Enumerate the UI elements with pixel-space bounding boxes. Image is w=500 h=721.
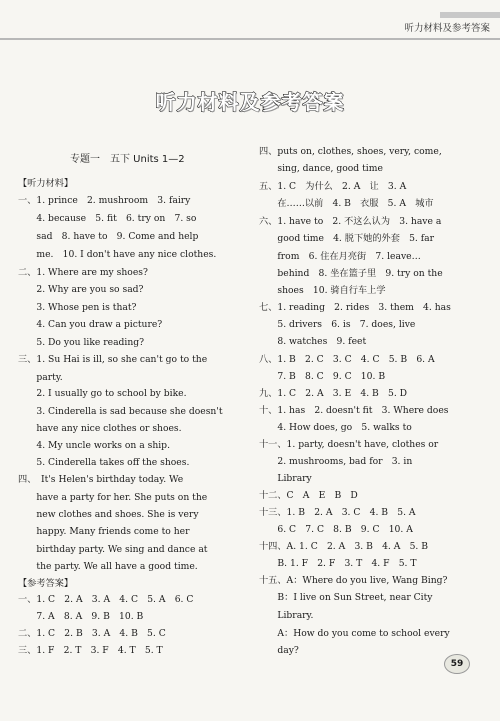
- text-line: 三、1. F 2. T 3. F 4. T 5. T: [18, 645, 163, 656]
- text-line: 5. drivers 6. is 7. does, live: [259, 319, 416, 330]
- running-header: 听力材料及参考答案: [404, 23, 490, 34]
- text-line: 七、1. reading 2. rides 3. them 4. has: [259, 302, 451, 313]
- text-line: the party. We all have a good time.: [18, 561, 198, 572]
- text-line: 4. My uncle works on a ship.: [18, 440, 170, 451]
- text-line: 六、1. have to 2. 不这么认为 3. have a: [259, 216, 442, 227]
- text-line: sing, dance, good time: [259, 163, 383, 174]
- text-line: 十三、1. B 2. A 3. C 4. B 5. A: [259, 507, 416, 518]
- text-line: A：How do you come to school every: [259, 628, 450, 639]
- text-line: 4. How does, go 5. walks to: [259, 422, 412, 433]
- text-line: good time 4. 脱下她的外套 5. far: [259, 233, 435, 244]
- text-line: Library.: [259, 610, 314, 621]
- text-line: sad 8. have to 9. Come and help: [18, 231, 199, 242]
- text-line: B：I live on Sun Street, near City: [259, 592, 433, 603]
- text-line: 7. B 8. C 9. C 10. B: [259, 371, 386, 382]
- text-line: birthday party. We sing and dance at: [18, 544, 208, 555]
- text-line: 在……以前 4. B 衣服 5. A 城市: [259, 198, 434, 209]
- text-line: 5. Do you like reading?: [18, 337, 145, 348]
- text-line: 3. Cinderella is sad because she doesn't: [18, 406, 223, 417]
- text-line: 三、1. Su Hai is ill, so she can't go to the: [18, 354, 208, 365]
- header-rule: [0, 38, 500, 40]
- text-line: 八、1. B 2. C 3. C 4. C 5. B 6. A: [259, 354, 435, 365]
- text-line: from 6. 住在月亮街 7. leave…: [259, 251, 421, 262]
- page-number: 59: [444, 654, 470, 674]
- text-line: 2. I usually go to school by bike.: [18, 388, 187, 399]
- text-line: 十、1. has 2. doesn't fit 3. Where does: [259, 405, 449, 416]
- text-line: 四、 It's Helen's birthday today. We: [18, 474, 184, 485]
- text-line: 一、1. prince 2. mushroom 3. fairy: [18, 195, 191, 206]
- text-line: Library: [259, 473, 312, 484]
- text-line: behind 8. 坐在篮子里 9. try on the: [259, 268, 443, 279]
- page-title: 听力材料及参考答案: [155, 90, 345, 114]
- text-line: day?: [259, 645, 299, 656]
- text-line: 十二、C A E B D: [259, 490, 358, 501]
- text-line: party.: [18, 372, 63, 383]
- text-line: 一、1. C 2. A 3. A 4. C 5. A 6. C: [18, 594, 194, 605]
- text-line: have a party for her. She puts on the: [18, 492, 208, 503]
- text-line: 四、puts on, clothes, shoes, very, come,: [259, 146, 442, 157]
- text-line: 五、1. C 为什么 2. A 让 3. A: [259, 181, 407, 192]
- text-line: 2. mushrooms, bad for 3. in: [259, 456, 413, 467]
- text-line: happy. Many friends come to her: [18, 526, 190, 537]
- text-line: me. 10. I don't have any nice clothes.: [18, 249, 217, 260]
- text-line: 7. A 8. A 9. B 10. B: [18, 611, 144, 622]
- text-line: 5. Cinderella takes off the shoes.: [18, 457, 190, 468]
- text-line: 二、1. C 2. B 3. A 4. B 5. C: [18, 628, 166, 639]
- text-line: 九、1. C 2. A 3. E 4. B 5. D: [259, 388, 408, 399]
- text-line: new clothes and shoes. She is very: [18, 509, 199, 520]
- text-line: 6. C 7. C 8. B 9. C 10. A: [259, 524, 413, 535]
- text-line: 【参考答案】: [18, 578, 74, 589]
- text-line: 2. Why are you so sad?: [18, 284, 144, 295]
- text-line: 3. Whose pen is that?: [18, 302, 137, 313]
- text-line: 4. because 5. fit 6. try on 7. so: [18, 213, 197, 224]
- text-line: 十四、A. 1. C 2. A 3. B 4. A 5. B: [259, 541, 429, 552]
- text-line: B. 1. F 2. F 3. T 4. F 5. T: [259, 558, 417, 569]
- header-decoration: [440, 12, 500, 18]
- text-line: 十五、A：Where do you live, Wang Bing?: [259, 575, 448, 586]
- text-line: 十一、1. party, doesn't have, clothes or: [259, 439, 439, 450]
- text-line: shoes 10. 骑自行车上学: [259, 285, 386, 296]
- text-line: 8. watches 9. feet: [259, 336, 367, 347]
- text-line: 二、1. Where are my shoes?: [18, 267, 148, 278]
- text-line: have any nice clothes or shoes.: [18, 423, 182, 434]
- text-line: 4. Can you draw a picture?: [18, 319, 163, 330]
- unit-heading: 专题一 五下 Units 1—2: [70, 154, 185, 165]
- text-line: 【听力材料】: [18, 178, 74, 189]
